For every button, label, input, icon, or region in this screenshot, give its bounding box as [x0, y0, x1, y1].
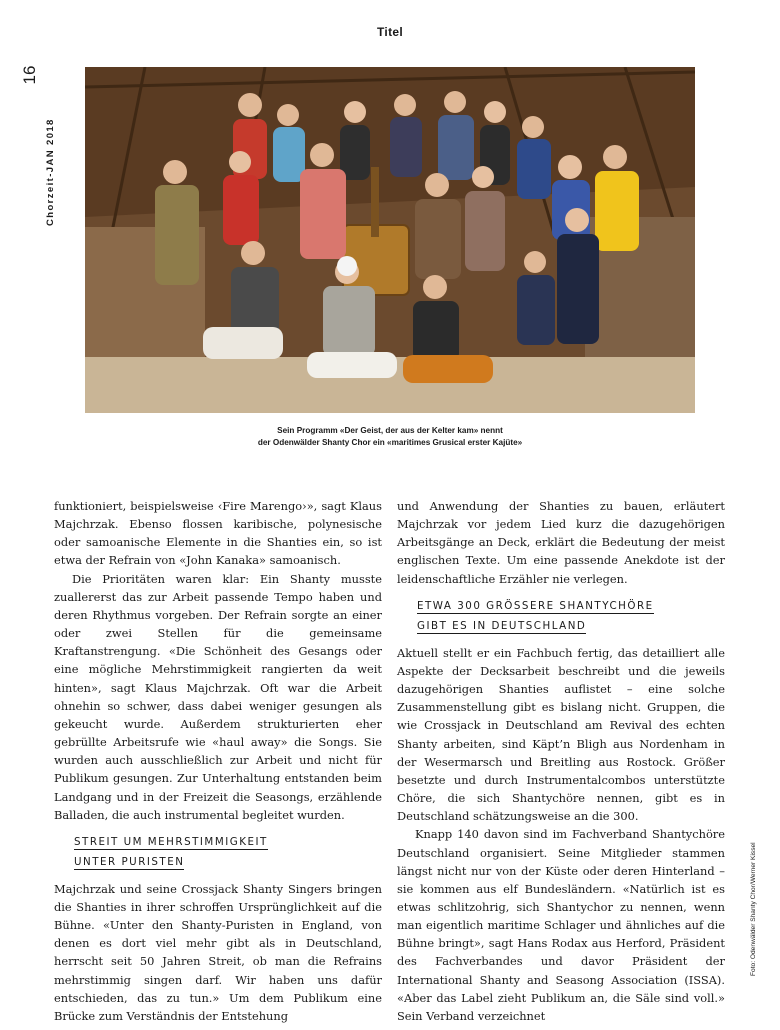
caption-line-1: Sein Programm «Der Geist, der aus der Kelter kam» nennt [277, 426, 503, 435]
subheading [74, 832, 382, 872]
paragraph: Knapp 140 davon sind im Fachverband Shantychöre Deutschland organisiert. Seine Mitglieder stammen längst nicht nur von der Küste oder deren Hinterland – sie kommen aus elf Bundesländern. «Natürlich ist es etwas schlitzohrig, sich Shantychor zu nennen, wenn man eigentlich maritime Schlager und ähnliches auf die Bühne bringt», sagt Hans Rodax aus Herford, Präsident des Fachverbandes und davor Präsident der International Shanty and Seasong Association (ISSA). «Aber das Label zieht Publikum an, die Säle sind voll.» Sein Verband verzeichnet [397, 827, 725, 1023]
paragraph: Majchrzak und seine Crossjack Shanty Singers bringen die Shanties in ihrer schroffen Ursprünglichkeit auf die Bühne. «Unter den Shanty-Puristen in England, von denen es dort viel mehr gibt als in Deutschland, herrscht seit 50 Jahren Streit, ob man die Refrains mehrstimmig singen darf. Wir haben uns dafür entschieden, das zu tun.» Um dem Publikum eine Brücke zum Verständnis der Entstehung [54, 881, 382, 1023]
magazine-name: Chorzeit-JAN 2018 [45, 118, 56, 226]
paragraph: und Anwendung der Shanties zu bauen, erläutert Majchrzak vor jedem Lied kurz die dazugehörigen Arbeitsgänge an Deck, erklärt die Bedeutung der meist englischen Texte. Um eine passende Anekdote ist der leidenschaftliche Erzähler nie verlegen. [397, 499, 725, 586]
paragraph: Die Prioritäten waren klar: Ein Shanty musste zuallererst das zur Arbeit passende Tempo haben und deren Rhythmus vorgeben. Der Refrain sorgte an einer oder zwei Stellen für die gemeinsame Kraftanstrengung. «Die Schönheit des Gesangs oder eine mögliche Mehrstimmigkeit rangierten da weit hinten», sagt Klaus Majchrzak. Oft war die Arbeit ohnehin so schwer, dass dabei weniger gesungen als gekeucht wurde. Außerdem strukturierten eher gebrüllte Arbeitsrufe wie «haul away» die Songs. Sie wurden auch ausschließlich zur Arbeit und nicht für Publikum gesungen. Zur Unterhaltung entstanden beim Landgang und in der Freizeit die Seasongs, erzählende Balladen, die auch instrumental begleitet wurden. [54, 571, 382, 822]
section-title: Titel [377, 25, 403, 39]
paragraph: funktioniert, beispielsweise ‹Fire Marengo›», sagt Klaus Majchrzak. Ebenso flossen karibische, polynesische oder samoanische Elemente in die Shanties ein, so ist etwa der Refrain von «John Kanaka» samoanisch. [54, 499, 382, 568]
text-column-left [54, 497, 382, 1025]
subheading-line-2: UNTER PURISTEN [74, 855, 185, 868]
page-number: 16 [20, 65, 39, 85]
photo-caption [140, 425, 640, 449]
text-column-right [397, 497, 725, 1025]
photo-credit: Foto: Odenwälder Shanty Chor/Werner Kissel [750, 842, 757, 976]
subheading-line-1: STREIT UM MEHRSTIMMIGKEIT [74, 835, 268, 848]
subheading [417, 596, 725, 636]
magazine-issue [40, 118, 58, 226]
group-photo [85, 67, 695, 413]
paragraph: Aktuell stellt er ein Fachbuch fertig, das detailliert alle Aspekte der Decksarbeit beschreibt und die jeweils dazugehörigen Shanties auflistet – eine solche Zusammenstellung gibt es bislang nicht. Gruppen, die wie Crossjack in Deutschland am Revival des echten Shanty arbeiten, sind Käpt’n Bligh aus Nordenham in der Wesermarsch und Breitling aus Rostock. Größer besetzte und durch Instrumentalcombos unterstützte Chöre, die sich Shantychöre nennen, gibt es in Deutschland schätzungsweise an die 300. [397, 645, 725, 824]
subheading-line-1: ETWA 300 GRÖSSERE SHANTYCHÖRE [417, 599, 654, 612]
caption-line-2: der Odenwälder Shanty Chor ein «maritimes Grusical erster Kajüte» [257, 438, 523, 447]
subheading-line-2: GIBT ES IN DEUTSCHLAND [417, 619, 587, 632]
